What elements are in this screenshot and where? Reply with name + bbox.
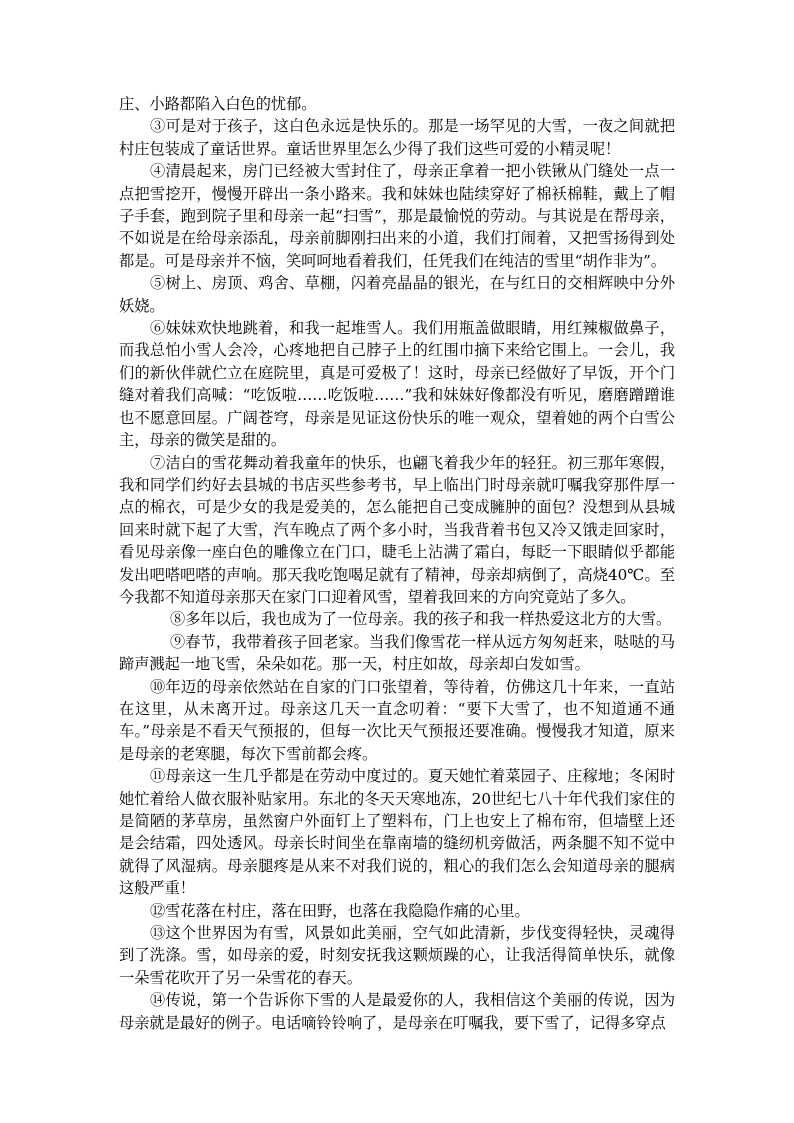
document-page (119, 93, 675, 1034)
paragraph-14: ⑭传说，第一个告诉你下雪的人是最爱你的人，我相信这个美丽的传说，因为母亲就是最好的例子。电话嘀铃铃响了，是母亲在叮嘱我，要下雪了，记得多穿点 (119, 991, 675, 1032)
paragraph-5: ⑤树上、房顶、鸡舍、草棚，闪着亮晶晶的银光，在与红日的交相辉映中分外妖娆。 (119, 274, 675, 315)
paragraph-11: ⑪母亲这一生几乎都是在劳动中度过的。夏天她忙着菜园子、庄稼地；冬闲时她忙着给人做衣服补贴家用。东北的冬天天寒地冻，20世纪七八十年代我们家住的是简陋的茅草房，虽然窗户外面钉上了塑料布，门上也安上了棉布帘，但墙壁上还是会结霜，四处透风。母亲长时间坐在靠南墙的缝纫机旁做活，两条腿不知不觉中就得了风湿病。母亲腿疼是从来不对我们说的，粗心的我们怎么会知道母亲的腿病这般严重！ (119, 767, 675, 898)
paragraph-4: ④清晨起来，房门已经被大雪封住了，母亲正拿着一把小铁锹从门缝处一点一点把雪挖开，慢慢开辟出一条小路来。我和妹妹也陆续穿好了棉袄棉鞋，戴上了帽子手套，跑到院子里和母亲一起“扫雪”，那是最愉悦的劳动。与其说是在帮母亲，不如说是在给母亲添乱，母亲前脚刚扫出来的小道，我们打闹着，又把雪扬得到处都是。可是母亲并不恼，笑呵呵地看着我们，任凭我们在纯洁的雪里“胡作非为”。 (119, 162, 675, 270)
paragraph-8: ⑧多年以后，我也成为了一位母亲。我的孩子和我一样热爱这北方的大雪。 (170, 610, 672, 629)
paragraph-12: ⑫雪花落在村庄，落在田野，也落在我隐隐作痛的心里。 (150, 901, 530, 920)
paragraph-2-continuation: 庄、小路都陷入白色的忧郁。 (119, 95, 317, 113)
paragraph-9: ⑨春节，我带着孩子回老家。当我们像雪花一样从远方匆匆赶来，哒哒的马蹄声溅起一地飞雪，朵朵如花。那一天，村庄如故，母亲却白发如雪。 (119, 632, 675, 674)
paragraph-6: ⑥妹妹欢快地跳着，和我一起堆雪人。我们用瓶盖做眼睛，用红辣椒做鼻子，而我总怕小雪人会冷，心疼地把自己脖子上的红围巾摘下来给它围上。一会儿，我们的新伙伴就伫立在庭院里，真是可爱极了！这时，母亲已经做好了早饭，开个门缝对着我们高喊：“吃饭啦……吃饭啦……”我和妹妹好像都没有听见，磨磨蹭蹭谁也不愿意回屋。广阔苍穹，母亲是见证这份快乐的唯一观众，望着她的两个白雪公主，母亲的微笑是甜的。 (119, 319, 675, 450)
paragraph-3: ③可是对于孩子，这白色永远是快乐的。那是一场罕见的大雪，一夜之间就把村庄包装成了童话世界。童话世界里怎么少得了我们这些可爱的小精灵呢！ (119, 117, 675, 158)
paragraph-13: ⑬这个世界因为有雪，风景如此美丽，空气如此清新，步伐变得轻快，灵魂得到了洗涤。雪，如母亲的爱，时刻安抚我这颗烦躁的心，让我活得简单快乐，就像一朵雪花吹开了另一朵雪花的春天。 (119, 924, 675, 987)
paragraph-7: ⑦洁白的雪花舞动着我童年的快乐，也翩飞着我少年的轻狂。初三那年寒假，我和同学们约好去县城的书店买些参考书，早上临出门时母亲就叮嘱我穿那件厚一点的棉衣，可是少女的我是爱美的，怎么能把自己变成臃肿的面包？没想到从县城回来时就下起了大雪，汽车晚点了两个多小时，当我背着书包又冷又饿走回家时，看见母亲像一座白色的雕像立在门口，睫毛上沾满了霜白，每眨一下眼睛似乎都能发出吧嗒吧嗒的声响。那天我吃饱喝足就有了精神，母亲却病倒了，高烧40℃。至今我都不知道母亲那天在家门口迎着风雪，望着我回来的方向究竟站了多久。 (119, 453, 675, 606)
paragraph-10: ⑩年迈的母亲依然站在自家的门口张望着，等待着，仿佛这几十年来，一直站在这里，从未离开过。母亲这几天一直念叨着：“要下大雪了，也不知道通不通车。”母亲是不看天气预报的，但每一次比天气预报还要准确。慢慢我才知道，原来是母亲的老寒腿，每次下雪前都会疼。 (119, 677, 675, 763)
